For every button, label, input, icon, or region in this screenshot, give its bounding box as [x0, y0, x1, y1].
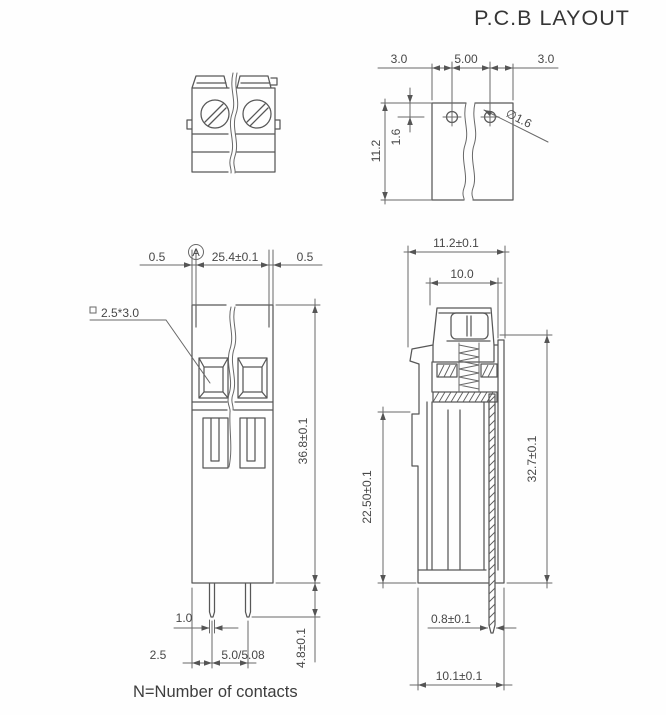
section-dim-base-depth-label: 10.1±0.1: [435, 669, 483, 683]
screw-head-right: [243, 100, 271, 128]
pcb-break-line: [463, 103, 476, 200]
side-dim-margin-right-label: 0.5: [296, 250, 314, 264]
pcb-dim-hole-pitch-label: 5.00: [454, 52, 478, 66]
contacts-note: N=Number of contacts: [133, 683, 298, 701]
side-dim-pin-pitch-label: 5.0/5.08: [221, 648, 265, 662]
section-screw-head: [451, 313, 488, 339]
section-dim-opening-depth-label: 10.0: [450, 267, 474, 281]
pcb-dim-edge-left-label: 3.0: [390, 52, 408, 66]
section-view: [360, 236, 552, 690]
side-view: [90, 245, 322, 669]
section-screw-slot: [447, 316, 490, 341]
front-view: [187, 73, 280, 173]
pcb-dim-hole-diameter-label: ∅1.6: [503, 106, 535, 131]
section-screw-thread: [459, 343, 479, 391]
side-body-outline: [192, 305, 273, 617]
section-dim-inner-height-label: 22.50±0.1: [360, 470, 374, 524]
front-break-line: [230, 73, 238, 173]
screw-head-left: [201, 100, 229, 128]
square-symbol-icon: [90, 307, 96, 313]
side-dim-body-height-label: 36.8±0.1: [296, 417, 310, 465]
section-pin-hatch: [489, 396, 495, 626]
pcb-dim-edge-right-label: 3.0: [537, 52, 555, 66]
pcb-dim-hole-offset-label: 1.6: [389, 128, 403, 146]
side-dim-overall-width-label: 25.4±0.1: [211, 250, 259, 264]
datum-label: A: [192, 247, 200, 259]
pcb-dimension-lines: [378, 62, 558, 204]
pcb-layout-view: [369, 52, 558, 204]
page-title: P.C.B LAYOUT: [474, 6, 630, 30]
side-dim-wire-opening-label: 2.5*3.0: [101, 306, 140, 320]
section-dim-overall-depth-label: 11.2±0.1: [433, 236, 479, 250]
section-clamp-hatch: [433, 365, 494, 402]
side-dim-margin-left-label: 0.5: [148, 250, 166, 264]
section-dim-pin-thickness-label: 0.8±0.1: [431, 612, 471, 626]
side-dim-pin-width-label: 1.0: [175, 611, 193, 625]
pcb-dim-height-label: 11.2: [369, 139, 383, 163]
side-break-line: [228, 307, 236, 467]
side-dim-pin-length-label: 4.8±0.1: [294, 628, 308, 668]
side-dim-edge-to-pin-label: 2.5: [149, 648, 167, 662]
pcb-hole-crosshairs: [443, 108, 499, 126]
screw-slots: [205, 104, 268, 126]
section-dim-total-height-label: 32.7±0.1: [525, 435, 539, 483]
